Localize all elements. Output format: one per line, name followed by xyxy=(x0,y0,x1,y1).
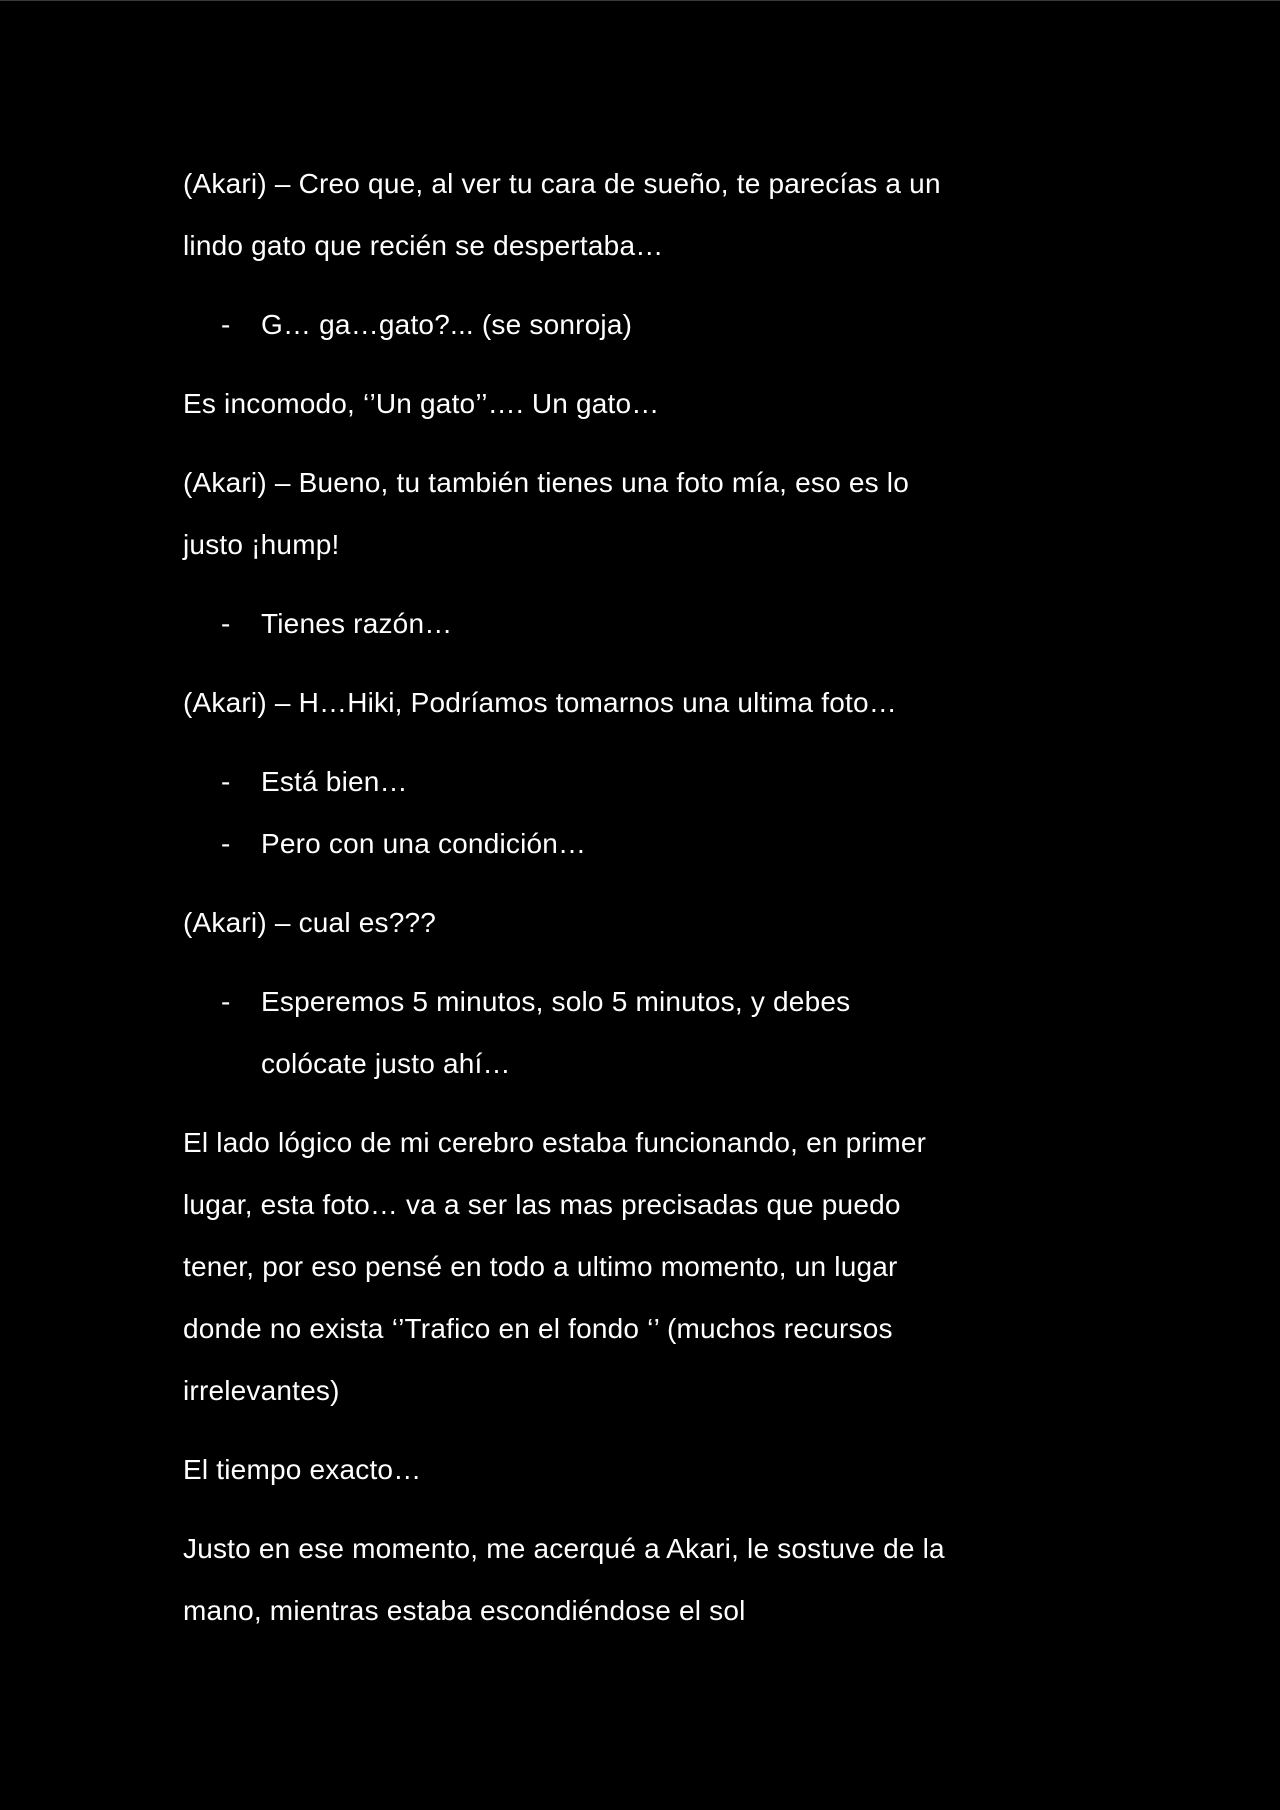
dialogue-list xyxy=(183,971,1083,1095)
text-line: Pero con una condición… xyxy=(261,828,587,859)
text-line: irrelevantes) xyxy=(183,1375,340,1406)
text-line: El tiempo exacto… xyxy=(183,1454,422,1485)
text-line: Está bien… xyxy=(261,766,408,797)
dialogue-item xyxy=(183,593,1083,655)
paragraph xyxy=(183,153,1083,277)
paragraph xyxy=(183,452,1083,576)
text-line: (Akari) – cual es??? xyxy=(183,907,437,938)
paragraph xyxy=(183,1439,1083,1501)
dialogue-list xyxy=(183,593,1083,655)
text-line: Justo en ese momento, me acerqué a Akari, le sostuve de la xyxy=(183,1533,945,1564)
text-line: tener, por eso pensé en todo a ultimo momento, un lugar xyxy=(183,1251,898,1282)
dash-marker: - xyxy=(221,766,231,797)
dialogue-item xyxy=(183,751,1083,813)
dash-marker: - xyxy=(221,309,231,340)
text-line: Es incomodo, ‘’Un gato’’…. Un gato… xyxy=(183,388,660,419)
text-line: Tienes razón… xyxy=(261,608,453,639)
dash-marker: - xyxy=(221,986,231,1017)
text-line: donde no exista ‘’Trafico en el fondo ‘’ (muchos recursos xyxy=(183,1313,893,1344)
dialogue-list xyxy=(183,751,1083,875)
text-line: lugar, esta foto… va a ser las mas precisadas que puedo xyxy=(183,1189,901,1220)
text-line: (Akari) – H…Hiki, Podríamos tomarnos una ultima foto… xyxy=(183,687,897,718)
text-line: justo ¡hump! xyxy=(183,529,340,560)
dialogue-item xyxy=(183,971,1083,1095)
dialogue-list xyxy=(183,294,1083,356)
dialogue-item xyxy=(183,294,1083,356)
paragraph xyxy=(183,892,1083,954)
paragraph xyxy=(183,1518,1083,1642)
text-line: Esperemos 5 minutos, solo 5 minutos, y debes xyxy=(261,986,851,1017)
text-line: mano, mientras estaba escondiéndose el sol xyxy=(183,1595,746,1626)
dialogue-item xyxy=(183,813,1083,875)
paragraph xyxy=(183,373,1083,435)
text-line: lindo gato que recién se despertaba… xyxy=(183,230,664,261)
text-line: El lado lógico de mi cerebro estaba funcionando, en primer xyxy=(183,1127,927,1158)
dash-marker: - xyxy=(221,828,231,859)
dash-marker: - xyxy=(221,608,231,639)
text-line: (Akari) – Bueno, tu también tienes una foto mía, eso es lo xyxy=(183,467,909,498)
document-body xyxy=(183,153,1083,1659)
text-line: (Akari) – Creo que, al ver tu cara de sueño, te parecías a un xyxy=(183,168,941,199)
text-line: colócate justo ahí… xyxy=(261,1048,511,1079)
paragraph xyxy=(183,1112,1083,1422)
text-line: G… ga…gato?... (se sonroja) xyxy=(261,309,633,340)
paragraph xyxy=(183,672,1083,734)
